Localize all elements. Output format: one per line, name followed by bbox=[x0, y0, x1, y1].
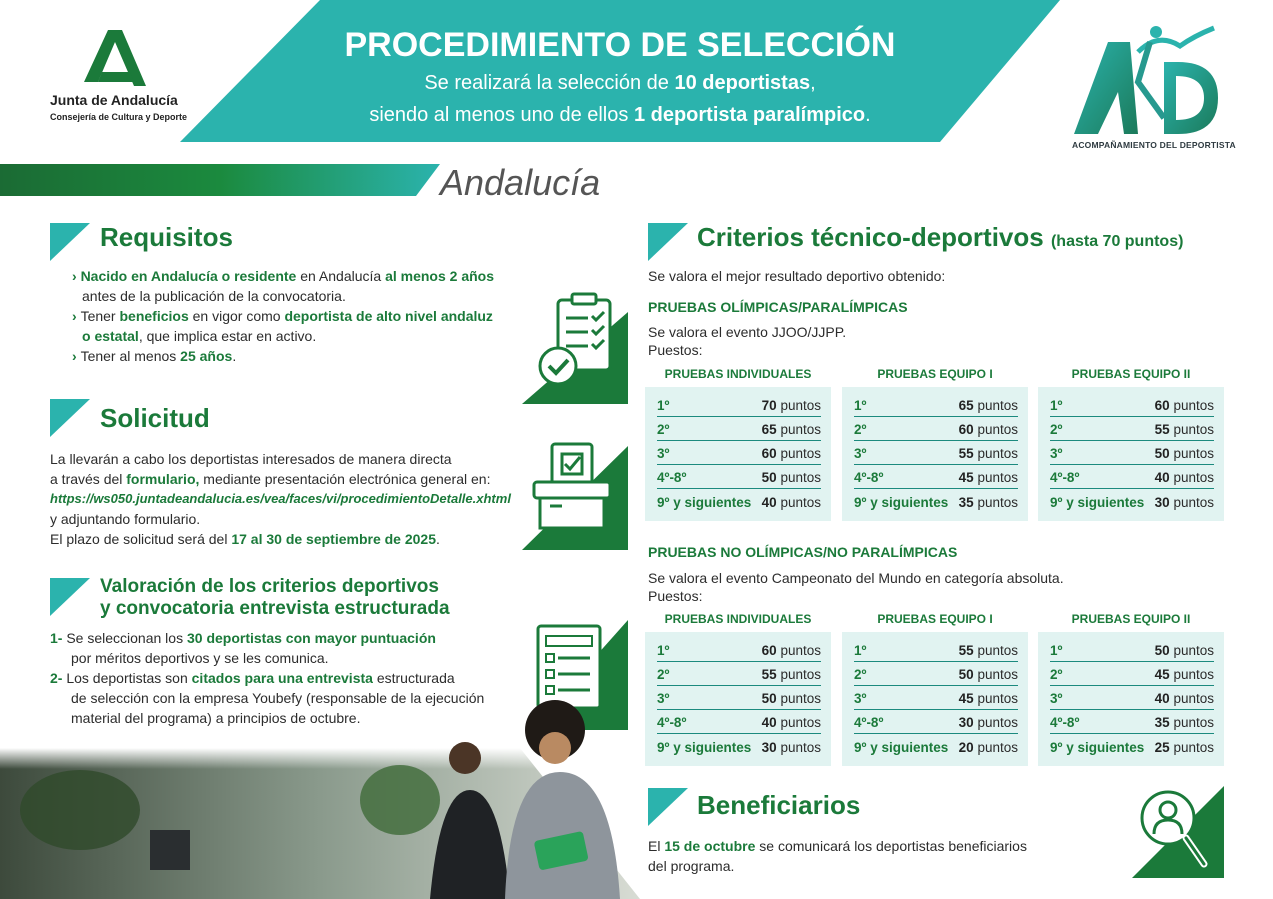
points-value: 65 puntos bbox=[761, 422, 821, 437]
points-value: 60 puntos bbox=[1154, 398, 1214, 413]
page-subtitle-2: siendo al menos uno de ellos 1 deportista paralímpico. bbox=[369, 104, 871, 126]
points-value: 50 puntos bbox=[761, 470, 821, 485]
position-label: 9º y siguientes bbox=[1050, 740, 1145, 755]
requisito-2: › Tener beneficios en vigor como deportista de alto nivel andaluz bbox=[72, 308, 493, 324]
region-label: Andalucía bbox=[440, 162, 601, 203]
position-label: 3º bbox=[854, 446, 867, 461]
table-header: PRUEBAS EQUIPO II bbox=[1071, 612, 1191, 626]
points-value: 50 puntos bbox=[1154, 446, 1214, 461]
ballot-box-icon bbox=[522, 438, 628, 550]
points-value: 45 puntos bbox=[1154, 667, 1214, 682]
points-value: 55 puntos bbox=[761, 667, 821, 682]
form-link[interactable]: https://ws050.juntadeandalucia.es/vea/faces/vi/procedimientoDetalle.xhtml bbox=[50, 491, 511, 506]
no-olimpicas-text: Se valora el evento Campeonato del Mundo en categoría absoluta. Puestos: bbox=[648, 570, 1064, 604]
points-value: 50 puntos bbox=[761, 691, 821, 706]
table-row bbox=[1050, 686, 1214, 710]
score-table bbox=[1038, 632, 1224, 766]
points-value: 65 puntos bbox=[958, 398, 1018, 413]
table-row bbox=[657, 441, 821, 465]
points-value: 35 puntos bbox=[958, 495, 1018, 510]
junta-logo-icon bbox=[84, 30, 146, 86]
org-name: Junta de Andalucía bbox=[50, 92, 178, 108]
points-value: 55 puntos bbox=[958, 643, 1018, 658]
user-search-icon bbox=[1132, 786, 1224, 878]
table-header: PRUEBAS INDIVIDUALES bbox=[664, 612, 812, 626]
requisito-1: › Nacido en Andalucía o residente en Andalucía al menos 2 años bbox=[72, 268, 495, 284]
table-row bbox=[854, 638, 1018, 662]
table-row bbox=[657, 417, 821, 441]
position-label: 2º bbox=[1050, 422, 1063, 437]
points-value: 45 puntos bbox=[958, 470, 1018, 485]
beneficiarios-text: El 15 de octubre se comunicará los deportistas beneficiarios del programa. bbox=[648, 838, 1027, 874]
position-label: 9º y siguientes bbox=[657, 740, 752, 755]
table-row bbox=[657, 489, 821, 513]
score-table bbox=[842, 387, 1028, 521]
checklist-icon bbox=[522, 292, 628, 404]
valoracion-list: 1- Se seleccionan los 30 deportistas con mayor puntuación por méritos deportivos y se les comunica. 2- Los deportistas son citados para una entrevista estructurada de selección con la empresa Youbefy (responsable de la ejecución material del programa) a principios de octubre. bbox=[50, 630, 485, 726]
position-label: 1º bbox=[657, 398, 670, 413]
table-row bbox=[854, 393, 1018, 417]
section-marker-icon bbox=[50, 223, 90, 261]
table-row bbox=[1050, 465, 1214, 489]
points-value: 40 puntos bbox=[761, 495, 821, 510]
table-row bbox=[657, 638, 821, 662]
position-label: 1º bbox=[657, 643, 670, 658]
position-label: 2º bbox=[1050, 667, 1063, 682]
table-header: PRUEBAS EQUIPO I bbox=[877, 367, 993, 381]
position-label: 1º bbox=[854, 398, 867, 413]
position-label: 4º-8º bbox=[657, 715, 687, 730]
athlete-logo-icon bbox=[1068, 22, 1228, 142]
points-value: 55 puntos bbox=[958, 446, 1018, 461]
table-row bbox=[657, 465, 821, 489]
table-row bbox=[1050, 393, 1214, 417]
points-value: 50 puntos bbox=[1154, 643, 1214, 658]
points-value: 45 puntos bbox=[958, 691, 1018, 706]
table-row bbox=[1050, 710, 1214, 734]
olimpicas-title: PRUEBAS OLÍMPICAS/PARALÍMPICAS bbox=[648, 299, 908, 315]
requisito-3: › Tener al menos 25 años. bbox=[72, 348, 237, 364]
position-label: 2º bbox=[854, 422, 867, 437]
position-label: 3º bbox=[657, 691, 670, 706]
table-row bbox=[1050, 638, 1214, 662]
position-label: 4º-8º bbox=[854, 470, 884, 485]
points-value: 60 puntos bbox=[761, 643, 821, 658]
page-title: PROCEDIMIENTO DE SELECCIÓN bbox=[344, 26, 896, 64]
valoracion-title: Valoración de los criterios deportivos y convocatoria entrevista estructurada bbox=[100, 576, 450, 619]
points-value: 50 puntos bbox=[958, 667, 1018, 682]
table-row bbox=[657, 393, 821, 417]
table-row bbox=[657, 710, 821, 734]
position-label: 1º bbox=[854, 643, 867, 658]
table-row bbox=[854, 710, 1018, 734]
section-marker-icon bbox=[50, 578, 90, 616]
solicitud-text: La llevarán a cabo los deportistas interesados de manera directa a través del formulario, mediante presentación electrónica general en: https://ws050.juntadeandalucia.es/vea/faces/vi/procedimientoDetalle.xhtml y adjuntando formulario. El plazo de solicitud será del 17 al 30 de septiembre de 2025. bbox=[50, 449, 530, 549]
section-marker-icon bbox=[50, 399, 90, 437]
page-subtitle-1: Se realizará la selección de 10 deportistas, bbox=[424, 72, 816, 94]
table-row bbox=[854, 417, 1018, 441]
table-row bbox=[854, 662, 1018, 686]
points-value: 30 puntos bbox=[1154, 495, 1214, 510]
requisitos-list: › Nacido en Andalucía o residente en Andalucía al menos 2 años antes de la publicación de la convocatoria. › Tener beneficios en vigor como deportista de alto nivel andaluz o estatal, que implica estar en activo. › Tener al menos 25 años. bbox=[72, 266, 542, 366]
table-row bbox=[1050, 734, 1214, 758]
junta-logo bbox=[50, 30, 200, 122]
position-label: 1º bbox=[1050, 643, 1063, 658]
position-label: 9º y siguientes bbox=[854, 740, 949, 755]
score-table bbox=[645, 632, 831, 766]
position-label: 4º-8º bbox=[1050, 470, 1080, 485]
position-label: 3º bbox=[1050, 446, 1063, 461]
brand-logo bbox=[1068, 22, 1236, 154]
header-banner bbox=[180, 0, 1060, 142]
criterios-intro: Se valora el mejor resultado deportivo obtenido: bbox=[648, 268, 946, 284]
points-value: 40 puntos bbox=[1154, 691, 1214, 706]
position-label: 1º bbox=[1050, 398, 1063, 413]
table-row bbox=[657, 734, 821, 758]
score-table bbox=[645, 387, 831, 521]
position-label: 9º y siguientes bbox=[854, 495, 949, 510]
table-row bbox=[1050, 662, 1214, 686]
position-label: 9º y siguientes bbox=[1050, 495, 1145, 510]
points-value: 30 puntos bbox=[761, 740, 821, 755]
points-value: 35 puntos bbox=[1154, 715, 1214, 730]
office-photo bbox=[0, 700, 640, 899]
table-row bbox=[657, 686, 821, 710]
points-value: 40 puntos bbox=[1154, 470, 1214, 485]
olimpicas-text: Se valora el evento JJOO/JJPP. Puestos: bbox=[648, 324, 847, 358]
points-value: 70 puntos bbox=[761, 398, 821, 413]
table-row bbox=[1050, 417, 1214, 441]
score-table bbox=[1038, 387, 1224, 521]
points-value: 55 puntos bbox=[1154, 422, 1214, 437]
position-label: 2º bbox=[854, 667, 867, 682]
table-row bbox=[854, 489, 1018, 513]
position-label: 4º-8º bbox=[657, 470, 687, 485]
criterios-title: Criterios técnico-deportivos (hasta 70 puntos) bbox=[697, 222, 1184, 252]
points-value: 40 puntos bbox=[761, 715, 821, 730]
position-label: 3º bbox=[1050, 691, 1063, 706]
position-label: 2º bbox=[657, 422, 670, 437]
table-row bbox=[854, 686, 1018, 710]
position-label: 2º bbox=[657, 667, 670, 682]
section-marker-icon bbox=[648, 223, 688, 261]
brand-caption: ACOMPAÑAMIENTO DEL DEPORTISTA bbox=[1072, 140, 1236, 150]
table-header: PRUEBAS EQUIPO I bbox=[877, 612, 993, 626]
table-row bbox=[854, 734, 1018, 758]
solicitud-title: Solicitud bbox=[100, 403, 210, 433]
table-header: PRUEBAS INDIVIDUALES bbox=[664, 367, 812, 381]
position-label: 3º bbox=[854, 691, 867, 706]
points-value: 60 puntos bbox=[958, 422, 1018, 437]
table-header: PRUEBAS EQUIPO II bbox=[1071, 367, 1191, 381]
points-value: 20 puntos bbox=[958, 740, 1018, 755]
table-row bbox=[854, 441, 1018, 465]
table-row bbox=[1050, 441, 1214, 465]
points-value: 25 puntos bbox=[1154, 740, 1214, 755]
position-label: 4º-8º bbox=[1050, 715, 1080, 730]
no-olimpicas-title: PRUEBAS NO OLÍMPICAS/NO PARALÍMPICAS bbox=[648, 544, 958, 560]
points-value: 60 puntos bbox=[761, 446, 821, 461]
position-label: 4º-8º bbox=[854, 715, 884, 730]
region-bar bbox=[0, 164, 440, 196]
requisitos-title: Requisitos bbox=[100, 222, 233, 252]
table-row bbox=[854, 465, 1018, 489]
position-label: 9º y siguientes bbox=[657, 495, 752, 510]
points-value: 30 puntos bbox=[958, 715, 1018, 730]
org-dept: Consejería de Cultura y Deporte bbox=[50, 112, 188, 122]
table-row bbox=[1050, 489, 1214, 513]
position-label: 3º bbox=[657, 446, 670, 461]
section-marker-icon bbox=[648, 788, 688, 826]
score-table bbox=[842, 632, 1028, 766]
table-row bbox=[657, 662, 821, 686]
beneficiarios-title: Beneficiarios bbox=[697, 790, 861, 820]
